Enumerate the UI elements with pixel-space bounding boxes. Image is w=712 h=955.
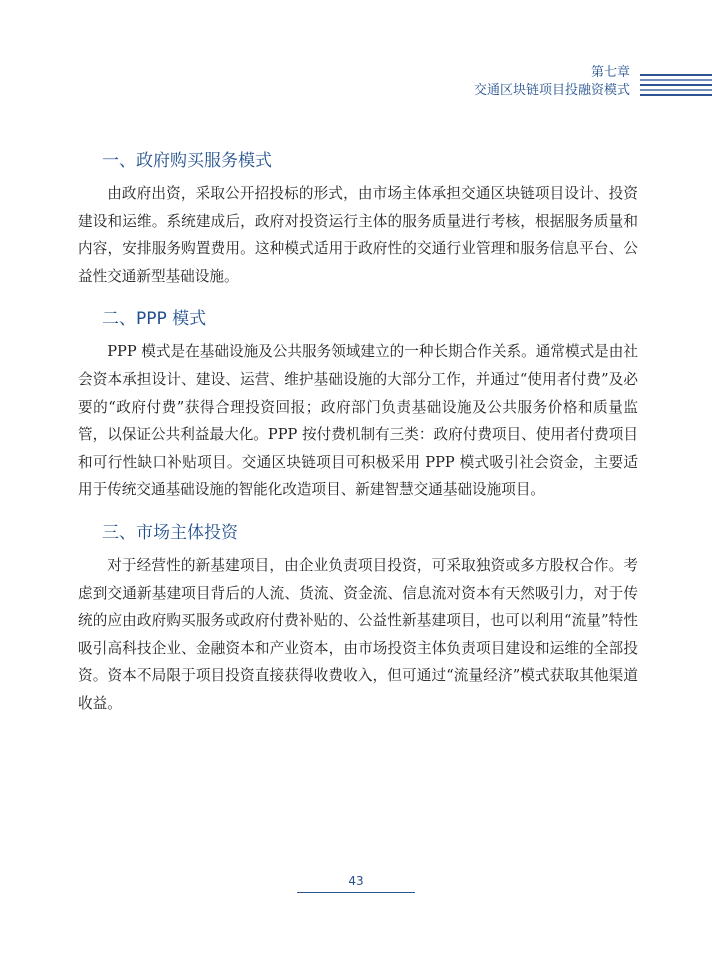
section-1-paragraph: 由政府出资，采取公开招投标的形式，由市场主体承担交通区块链项目设计、投资建设和运维。系统建成后，政府对投资运行主体的服务质量进行考核，根据服务质量和内容，安排服务购置费用。这种模式适用于政府性的交通行业管理和服务信息平台、公益性交通新型基础设施。 bbox=[78, 185, 638, 285]
page-header bbox=[0, 64, 712, 104]
chapter-number: 第七章 bbox=[590, 65, 630, 80]
section-1-title: 一、政府购买服务模式 bbox=[102, 151, 272, 171]
page-footer bbox=[0, 874, 712, 893]
section-3-paragraph: 对于经营性的新基建项目，由企业负责项目投资，可采取独资或多方股权合作。考虑到交通新基建项目背后的人流、货流、资金流、信息流对资本有天然吸引力，对于传统的应由政府购买服务或政府付费补贴的、公益性新基建项目，也可以利用“流量”特性吸引高科技企业、金融资本和产业资本，由市场投资主体负责项目建设和运维的全部投资。资本不局限于项目投资直接获得收费收入，但可通过“流量经济”模式获取其他渠道收益。 bbox=[78, 556, 638, 712]
page-number: 43 bbox=[348, 874, 364, 888]
section-2-title: 二、PPP 模式 bbox=[102, 309, 207, 330]
page-content bbox=[78, 148, 638, 718]
chapter-title: 交通区块链项目投融资模式 bbox=[473, 83, 630, 98]
chapter-heading bbox=[474, 64, 630, 100]
section-3-title: 三、市场主体投资 bbox=[102, 522, 238, 543]
header-decoration-lines bbox=[640, 74, 712, 96]
footer-rule bbox=[297, 892, 415, 893]
section-2-paragraph: PPP 模式是在基础设施及公共服务领域建立的一种长期合作关系。通常模式是由社会资本承担设计、建设、运营、维护基础设施的大部分工作，并通过“使用者付费”及必要的“政府付费”获得合理投资回报；政府部门负责基础设施及公共服务价格和质量监管，以保证公共利益最大化。PPP 按付费机制有三类：政府付费项目、使用者付费项目和可行性缺口补贴项目。交通区块链项目可积极采用 PPP 模式吸引社会资金，主要适用于传统交通基础设施的智能化改造项目、新建智慧交通基础设施项目。 bbox=[78, 343, 638, 499]
